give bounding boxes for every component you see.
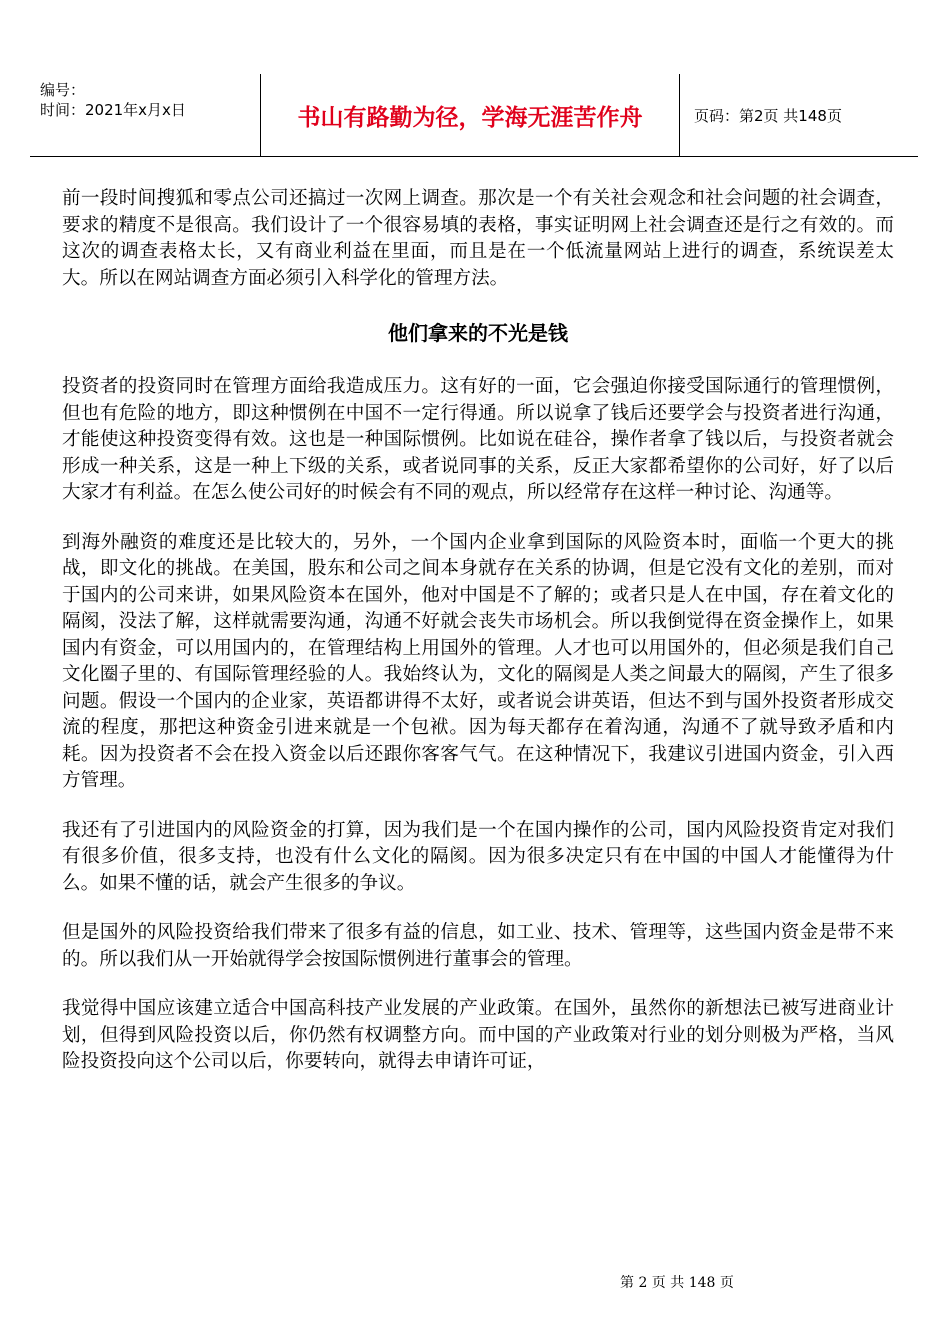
time-label: 时间：2021年x月x日	[40, 101, 186, 119]
document-header	[30, 74, 918, 157]
section-title: 他们拿来的不光是钱	[388, 321, 568, 345]
paragraph-intro: 前一段时间搜狐和零点公司还搞过一次网上调查。那次是一个有关社会观念和社会问题的社会调查，要求的精度不是很高。我们设计了一个很容易填的表格，事实证明网上社会调查还是行之有效的。而这次的调查表格太长，又有商业利益在里面，而且是在一个低流量网站上进行的调查，系统误差太大。所以在网站调查方面必须引入科学化的管理方法。	[62, 188, 894, 289]
header-meta	[30, 74, 260, 156]
paragraph: 但是国外的风险投资给我们带来了很多有益的信息，如工业、技术、管理等，这些国内资金是带不来的。所以我们从一开始就得学会按国际惯例进行董事会的管理。	[62, 922, 894, 970]
paragraph: 我还有了引进国内的风险资金的打算，因为我们是一个在国内操作的公司，国内风险投资肯定对我们有很多价值，很多支持，也没有什么文化的隔阂。因为很多决定只有在中国的中国人才能懂得为什么。如果不懂的话，就会产生很多的争议。	[62, 819, 894, 894]
document-body	[62, 186, 894, 1099]
paragraph: 我觉得中国应该建立适合中国高科技产业发展的产业政策。在国外，虽然你的新想法已被写进商业计划，但得到风险投资以后，你仍然有权调整方向。而中国的产业政策对行业的划分则极为严格，当风险投资投向这个公司以后，你要转向，就得去申请许可证，	[62, 998, 894, 1072]
number-label: 编号：	[40, 81, 86, 99]
header-page-info: 页码：第2页 共148页	[694, 106, 842, 125]
page-footer: 第 2 页 共 148 页	[620, 1275, 734, 1291]
paragraph: 投资者的投资同时在管理方面给我造成压力。这有好的一面，它会强迫你接受国际通行的管理惯例，但也有危险的地方，即这种惯例在中国不一定行得通。所以说拿了钱后还要学会与投资者进行沟通，才能使这种投资变得有效。这也是一种国际惯例。比如说在硅谷，操作者拿了钱以后，与投资者就会形成一种关系，这是一种上下级的关系，或者说同事的关系，反正大家都希望你的公司好，好了以后大家才有利益。在怎么使公司好的时候会有不同的观点，所以经常存在这样一种讨论、沟通等。	[62, 376, 894, 503]
paragraph: 到海外融资的难度还是比较大的，另外，一个国内企业拿到国际的风险资本时，面临一个更大的挑战，即文化的挑战。在美国，股东和公司之间本身就存在关系的协调，但是它没有文化的差别，而对于国内的公司来讲，如果风险资本在国外，他对中国是不了解的；或者只是人在中国，存在着文化的隔阂，没法了解，这样就需要沟通，沟通不好就会丧失市场机会。所以我倒觉得在资金操作上，如果国内有资金，可以用国内的，在管理结构上用国外的管理。人才也可以用国外的，但必须是我们自己文化圈子里的、有国际管理经验的人。我始终认为，文化的隔阂是人类之间最大的隔阂，产生了很多问题。假设一个国内的企业家，英语都讲得不太好，或者说会讲英语，但达不到与国外投资者形成交流的程度，那把这种资金引进来就是一个包袱。因为每天都存在着沟通，沟通不了就导致矛盾和内耗。因为投资者不会在投入资金以后还跟你客客气气。在这种情况下，我建议引进国内资金，引入西方管理。	[62, 531, 894, 791]
header-motto: 书山有路勤为径，学海无涯苦作舟	[260, 74, 680, 156]
